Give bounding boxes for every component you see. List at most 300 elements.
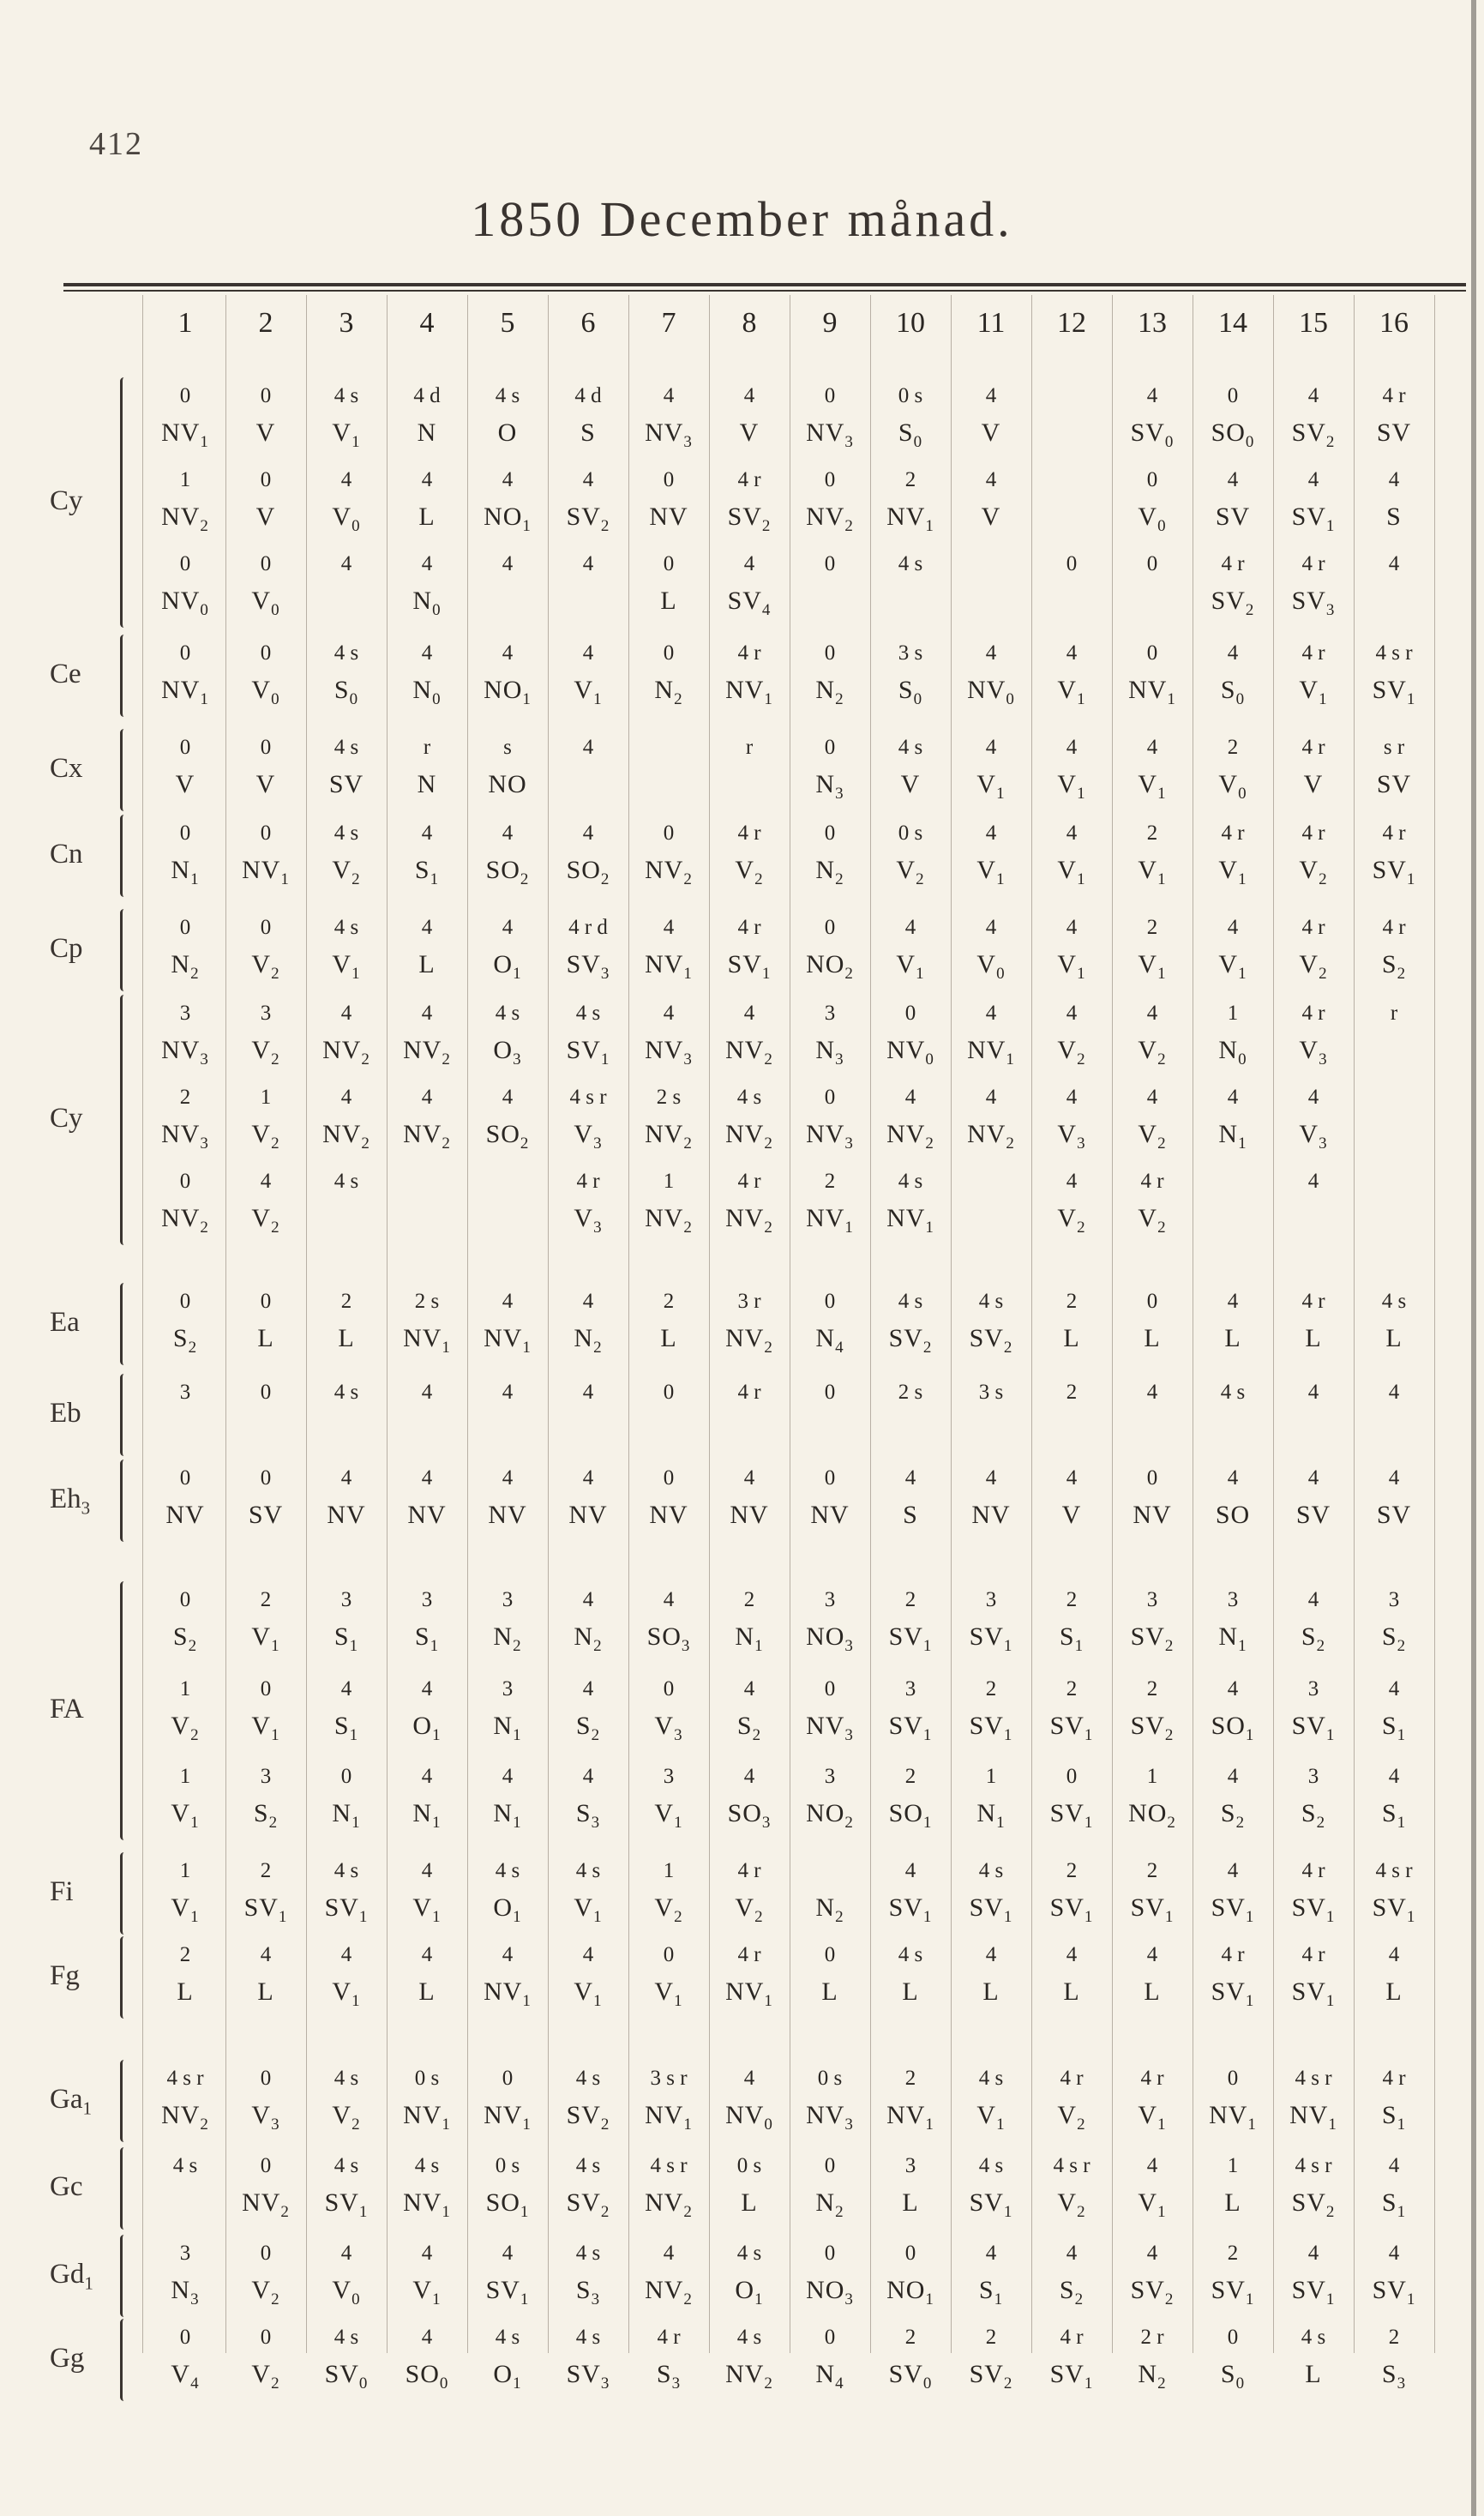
wind-direction: $N_4$ <box>815 2360 844 2393</box>
wind-direction: $SV_1$ <box>1049 1799 1094 1832</box>
group-brace <box>120 1283 128 1365</box>
wind-direction: $SV_1$ <box>1211 1977 1255 2010</box>
cloud-amount: 0 <box>1066 1765 1078 1788</box>
wind-direction: NV <box>730 1501 769 1529</box>
cloud-amount: 0 <box>1146 1290 1158 1313</box>
cloud-amount: 4 s <box>333 916 359 939</box>
wind-direction: $SO_0$ <box>1211 418 1255 451</box>
cloud-amount: 2 <box>1066 1381 1078 1404</box>
cloud-amount: 4 s <box>495 1859 520 1882</box>
wind-direction: $NV_1$ <box>725 1977 773 2010</box>
cloud-amount: 4 <box>1066 641 1078 665</box>
cloud-amount: 0 <box>260 384 272 407</box>
cloud-amount: 4 <box>1146 1943 1158 1966</box>
wind-direction: $NV_0$ <box>886 1036 934 1068</box>
wind-direction: $V_3$ <box>1057 1120 1086 1153</box>
wind-direction: $SV_1$ <box>727 950 772 983</box>
wind-direction: $V_2$ <box>1299 856 1328 888</box>
cloud-amount: 4 <box>582 552 594 575</box>
wind-direction: $V_2$ <box>896 856 925 888</box>
day-header: 6 <box>580 307 596 339</box>
wind-direction: $S_1$ <box>1381 1712 1407 1744</box>
cloud-amount: 4 s <box>495 2326 520 2349</box>
wind-direction: $S_1$ <box>1381 1799 1407 1832</box>
wind-direction: $V_1$ <box>574 1893 603 1926</box>
cloud-amount: 3 <box>502 1588 514 1611</box>
wind-direction: V <box>1303 770 1324 798</box>
wind-direction: L <box>821 1977 838 2006</box>
cloud-amount: 2 s <box>414 1290 440 1313</box>
cloud-amount: 3 s r <box>650 2067 688 2090</box>
wind-direction: $NV_3$ <box>806 1712 854 1744</box>
cloud-amount: 3 <box>1227 1588 1239 1611</box>
cloud-amount: 0 <box>260 2326 272 2349</box>
wind-direction: $NV_1$ <box>886 503 934 535</box>
wind-direction: $SV_2$ <box>1211 587 1255 619</box>
wind-direction: $SV_1$ <box>243 1893 288 1926</box>
cloud-amount: 4 r <box>1301 641 1325 665</box>
group-brace <box>120 2319 128 2401</box>
cloud-amount: 0 s <box>414 2067 440 2090</box>
wind-direction: $V_2$ <box>1057 2101 1086 2134</box>
cloud-amount: 4 s <box>1220 1381 1246 1404</box>
wind-direction: $S_1$ <box>1381 2188 1407 2221</box>
wind-direction: $O_1$ <box>493 2360 522 2393</box>
wind-direction: S <box>903 1501 918 1529</box>
cloud-amount: 1 <box>179 1677 191 1700</box>
cloud-amount: 4 <box>421 552 433 575</box>
day-header: 14 <box>1218 307 1247 339</box>
wind-direction: $V_1$ <box>332 950 361 983</box>
cloud-amount: 2 <box>904 468 916 491</box>
cloud-amount: 0 <box>824 2154 836 2177</box>
cloud-amount: 0 <box>179 1170 191 1193</box>
group-label: $Eh_3$ <box>50 1484 91 1519</box>
cloud-amount: 4 <box>502 2242 514 2265</box>
cloud-amount: 4 <box>502 1086 514 1109</box>
cloud-amount: 4 s <box>575 2242 601 2265</box>
day-header: 9 <box>822 307 838 339</box>
wind-direction: L <box>418 1977 436 2006</box>
wind-direction: $V_3$ <box>251 2101 280 2134</box>
wind-direction: $V_1$ <box>1138 950 1167 983</box>
wind-direction: $V_2$ <box>251 1204 280 1237</box>
cloud-amount: 0 <box>1146 552 1158 575</box>
wind-direction: $SV_1$ <box>1291 503 1336 535</box>
wind-direction: $V_1$ <box>332 1977 361 2010</box>
wind-direction: $SO_2$ <box>566 856 610 888</box>
wind-direction: $NV_2$ <box>725 1204 773 1237</box>
wind-direction: $NO_2$ <box>806 1799 854 1832</box>
day-header: 3 <box>339 307 354 339</box>
cloud-amount: 4 <box>985 384 997 407</box>
wind-direction: $NV_2$ <box>645 1120 693 1153</box>
cloud-amount: 2 <box>1066 1677 1078 1700</box>
wind-direction: $V_1$ <box>976 856 1006 888</box>
cloud-amount: 4 <box>1307 1466 1319 1490</box>
wind-direction: $SV_3$ <box>566 2360 610 2393</box>
wind-direction: $NV_2$ <box>645 856 693 888</box>
cloud-amount: 4 <box>582 1943 594 1966</box>
cloud-amount: 2 <box>1066 1859 1078 1882</box>
wind-direction: $V_3$ <box>654 1712 683 1744</box>
wind-direction: $N_0$ <box>412 676 442 708</box>
cloud-amount: 4 <box>985 1002 997 1025</box>
cloud-amount: 4 r <box>737 641 761 665</box>
wind-direction: $V_2$ <box>1138 1036 1167 1068</box>
cloud-amount: 4 <box>1227 1765 1239 1788</box>
wind-direction: $NV_2$ <box>322 1036 370 1068</box>
cloud-amount: 2 <box>904 1765 916 1788</box>
wind-direction: $N_2$ <box>1138 2360 1167 2393</box>
wind-direction: $O_1$ <box>735 2276 764 2308</box>
wind-direction: $V_0$ <box>332 2276 361 2308</box>
wind-direction: $NO_3$ <box>806 1622 854 1655</box>
cloud-amount: 4 <box>1227 1466 1239 1490</box>
wind-direction: $O_3$ <box>493 1036 522 1068</box>
cloud-amount: 4 r <box>1301 1943 1325 1966</box>
cloud-amount: 0 <box>502 2067 514 2090</box>
cloud-amount: 4 <box>421 1466 433 1490</box>
wind-direction: V <box>1061 1501 1082 1529</box>
wind-direction: $V_1$ <box>574 676 603 708</box>
wind-direction: $NO_3$ <box>806 2276 854 2308</box>
cloud-amount: 4 r <box>737 1381 761 1404</box>
wind-direction: $SV_2$ <box>888 1324 933 1357</box>
cloud-amount: 0 <box>260 736 272 759</box>
wind-direction: $NO_1$ <box>886 2276 934 2308</box>
wind-direction: $NV_2$ <box>645 1204 693 1237</box>
group-label: Eb <box>50 1398 81 1429</box>
wind-direction: $SV_1$ <box>888 1712 933 1744</box>
cloud-amount: 4 <box>421 1002 433 1025</box>
group-brace <box>120 377 128 628</box>
cloud-amount: 4 s <box>1381 1290 1407 1313</box>
cloud-amount: 2 r <box>1140 2326 1164 2349</box>
wind-direction: $V_1$ <box>1057 950 1086 983</box>
cloud-amount: 2 <box>743 1588 755 1611</box>
wind-direction: $V_1$ <box>1057 856 1086 888</box>
cloud-amount: 2 s <box>656 1086 682 1109</box>
cloud-amount: 4 <box>1388 1381 1400 1404</box>
wind-direction: $NV_1$ <box>1289 2101 1337 2134</box>
cloud-amount: 3 <box>179 1002 191 1025</box>
wind-direction: $SV_3$ <box>1291 587 1336 619</box>
cloud-amount: 4 <box>1388 2242 1400 2265</box>
cloud-amount: 0 <box>663 1677 675 1700</box>
wind-direction: NO <box>488 770 527 798</box>
cloud-amount: 4 <box>421 641 433 665</box>
wind-direction: NV <box>971 1501 1011 1529</box>
cloud-amount: 3 <box>1307 1677 1319 1700</box>
wind-direction: $V_1$ <box>654 1799 683 1832</box>
wind-direction: $NV_1$ <box>806 1204 854 1237</box>
cloud-amount: 4 <box>582 1290 594 1313</box>
cloud-amount: 0 <box>179 641 191 665</box>
cloud-amount: 0 <box>663 552 675 575</box>
cloud-amount: 4 <box>582 641 594 665</box>
cloud-amount: 0 <box>340 1765 352 1788</box>
group-brace <box>120 729 128 811</box>
cloud-amount: 3 s <box>978 1381 1004 1404</box>
group-label: Cy <box>50 1103 83 1134</box>
wind-direction: $V_0$ <box>1218 770 1247 803</box>
cloud-amount: 4 <box>260 1170 272 1193</box>
wind-direction: $N_3$ <box>815 1036 844 1068</box>
wind-direction: $S_2$ <box>1301 1799 1326 1832</box>
cloud-amount: 2 <box>260 1588 272 1611</box>
header-rule <box>63 283 1466 286</box>
group-brace <box>120 815 128 897</box>
wind-direction: $NV_0$ <box>725 2101 773 2134</box>
cloud-amount: 4 <box>421 1765 433 1788</box>
group-brace <box>120 909 128 991</box>
cloud-amount: 4 <box>502 1290 514 1313</box>
wind-direction: $V_1$ <box>896 950 925 983</box>
wind-direction: $S_1$ <box>414 1622 440 1655</box>
cloud-amount: 1 <box>985 1765 997 1788</box>
wind-direction: $SO_3$ <box>727 1799 772 1832</box>
cloud-amount: 4 s <box>978 2154 1004 2177</box>
wind-direction: $NV_2$ <box>725 1324 773 1357</box>
wind-direction: $V_1$ <box>1138 770 1167 803</box>
cloud-amount: 4 <box>421 1943 433 1966</box>
wind-direction: $NV_3$ <box>806 418 854 451</box>
cloud-amount: 4 <box>904 916 916 939</box>
cloud-amount: 4 <box>1066 1466 1078 1490</box>
cloud-amount: 4 s r <box>1375 641 1413 665</box>
wind-direction: $SO_3$ <box>646 1622 691 1655</box>
cloud-amount: 0 <box>179 552 191 575</box>
wind-direction: SV <box>1295 1501 1331 1529</box>
wind-direction: $SV_2$ <box>566 503 610 535</box>
cloud-amount: 1 <box>179 1859 191 1882</box>
cloud-amount: 4 <box>502 916 514 939</box>
cloud-amount: 0 <box>663 641 675 665</box>
cloud-amount: 4 s r <box>1053 2154 1090 2177</box>
cloud-amount: 4 s <box>898 1170 923 1193</box>
wind-direction: $N_0$ <box>412 587 442 619</box>
cloud-amount: 4 <box>421 2242 433 2265</box>
cloud-amount: 1 <box>179 1765 191 1788</box>
cloud-amount: 4 <box>1066 916 1078 939</box>
wind-direction: L <box>1063 1977 1080 2006</box>
wind-direction: $SV_1$ <box>1372 676 1416 708</box>
wind-direction: V <box>981 418 1001 447</box>
cloud-amount: 4 <box>1227 641 1239 665</box>
cloud-amount: 4 s r <box>166 2067 204 2090</box>
cloud-amount: 1 <box>1227 1002 1239 1025</box>
wind-direction: L <box>1144 1324 1161 1352</box>
day-header: 4 <box>419 307 435 339</box>
cloud-amount: 4 <box>502 1381 514 1404</box>
wind-direction: NV <box>165 1501 205 1529</box>
cloud-amount: 2 <box>985 1677 997 1700</box>
wind-direction: $V_0$ <box>251 676 280 708</box>
cloud-amount: 4 <box>1307 2242 1319 2265</box>
cloud-amount: 4 r <box>737 1859 761 1882</box>
wind-direction: V <box>900 770 921 798</box>
cloud-amount: 4 s <box>414 2154 440 2177</box>
wind-direction: $S_1$ <box>333 1712 359 1744</box>
cloud-amount: 4 <box>663 916 675 939</box>
wind-direction: $NV_1$ <box>403 1324 451 1357</box>
wind-direction: $SV_2$ <box>566 2101 610 2134</box>
cloud-amount: 4 <box>582 1677 594 1700</box>
wind-direction: L <box>1144 1977 1161 2006</box>
cloud-amount: 4 <box>1307 1381 1319 1404</box>
cloud-amount: 2 <box>1227 736 1239 759</box>
cloud-amount: 4 <box>1388 552 1400 575</box>
cloud-amount: 4 <box>985 916 997 939</box>
cloud-amount: 4 <box>985 641 997 665</box>
cloud-amount: 0 <box>179 384 191 407</box>
cloud-amount: 0 <box>663 822 675 845</box>
wind-direction: $NV_3$ <box>806 1120 854 1153</box>
wind-direction: $NV_2$ <box>886 1120 934 1153</box>
cloud-amount: 4 r <box>737 468 761 491</box>
wind-direction: $S_3$ <box>1381 2360 1407 2393</box>
cloud-amount: 4 <box>421 468 433 491</box>
wind-direction: $NV_1$ <box>886 1204 934 1237</box>
cloud-amount: 4 <box>1066 822 1078 845</box>
cloud-amount: 4 r <box>1301 1859 1325 1882</box>
wind-direction: $V_3$ <box>1299 1036 1328 1068</box>
cloud-amount: 4 <box>582 468 594 491</box>
wind-direction: $NV_2$ <box>645 2276 693 2308</box>
wind-direction: NV <box>1133 1501 1172 1529</box>
wind-direction: $NV_2$ <box>322 1120 370 1153</box>
cloud-amount: 4 <box>904 1859 916 1882</box>
cloud-amount: 4 s <box>978 2067 1004 2090</box>
cloud-amount: 4 <box>904 1466 916 1490</box>
cloud-amount: 4 r <box>1140 2067 1164 2090</box>
cloud-amount: 4 <box>582 1588 594 1611</box>
wind-direction: $V_1$ <box>574 1977 603 2010</box>
cloud-amount: 3 <box>179 1381 191 1404</box>
wind-direction: $NV_2$ <box>806 503 854 535</box>
wind-direction: $O_1$ <box>412 1712 442 1744</box>
cloud-amount: 4 s <box>333 1170 359 1193</box>
cloud-amount: 4 r d <box>568 916 608 939</box>
wind-direction: $V_2$ <box>251 1036 280 1068</box>
cloud-amount: 0 <box>663 1381 675 1404</box>
cloud-amount: s r <box>1383 736 1405 759</box>
day-header: 11 <box>976 307 1006 339</box>
cloud-amount: 4 r <box>1301 1002 1325 1025</box>
cloud-amount: 0 <box>1227 2326 1239 2349</box>
cloud-amount: 4 s <box>736 1086 762 1109</box>
wind-direction: $SV_0$ <box>324 2360 369 2393</box>
wind-direction: $NV_1$ <box>403 2101 451 2134</box>
wind-direction: $N_2$ <box>574 1622 603 1655</box>
cloud-amount: 4 <box>340 1086 352 1109</box>
cloud-amount: 3 <box>1307 1765 1319 1788</box>
cloud-amount: 0 s <box>495 2154 520 2177</box>
cloud-amount: 0 <box>663 468 675 491</box>
cloud-amount: 3 <box>824 1765 836 1788</box>
cloud-amount: 4 s <box>736 2326 762 2349</box>
wind-direction: $V_1$ <box>1057 770 1086 803</box>
wind-direction: $SV_1$ <box>888 1893 933 1926</box>
wind-direction: $SV_1$ <box>1211 2276 1255 2308</box>
cloud-amount: 4 <box>1388 2154 1400 2177</box>
wind-direction: $N_1$ <box>735 1622 764 1655</box>
wind-direction: L <box>660 1324 677 1352</box>
cloud-amount: 4 <box>1307 1086 1319 1109</box>
wind-direction: $V_2$ <box>1057 2188 1086 2221</box>
wind-direction: $SV_1$ <box>1291 2276 1336 2308</box>
column-divider <box>142 295 143 2353</box>
wind-direction: $NV_2$ <box>645 2188 693 2221</box>
cloud-amount: 0 <box>663 1943 675 1966</box>
cloud-amount: 4 s <box>333 1859 359 1882</box>
wind-direction: $S_1$ <box>1059 1622 1084 1655</box>
cloud-amount: 3 <box>824 1002 836 1025</box>
wind-direction: L <box>1305 2360 1322 2388</box>
wind-direction: $NV_3$ <box>645 418 693 451</box>
cloud-amount: 4 <box>421 2326 433 2349</box>
group-label: Cp <box>50 933 83 964</box>
cloud-amount: 0 <box>824 384 836 407</box>
wind-direction: $S_0$ <box>1220 676 1246 708</box>
cloud-amount: 4 r <box>1301 736 1325 759</box>
cloud-amount: 0 s <box>898 384 923 407</box>
wind-direction: $S_2$ <box>253 1799 279 1832</box>
wind-direction: $V_2$ <box>251 950 280 983</box>
cloud-amount: 2 <box>985 2326 997 2349</box>
cloud-amount: 4 <box>1307 468 1319 491</box>
wind-direction: $V_3$ <box>574 1204 603 1237</box>
cloud-amount: 4 <box>1066 1086 1078 1109</box>
wind-direction: $SV_1$ <box>566 1036 610 1068</box>
wind-direction: $V_2$ <box>332 856 361 888</box>
cloud-amount: 4 <box>340 1677 352 1700</box>
wind-direction: $NV_3$ <box>161 1120 209 1153</box>
wind-direction: $N_1$ <box>976 1799 1006 1832</box>
cloud-amount: 4 <box>1388 1943 1400 1966</box>
cloud-amount: 3 <box>421 1588 433 1611</box>
wind-direction: L <box>418 503 436 531</box>
wind-direction: $N_3$ <box>815 770 844 803</box>
cloud-amount: 4 s <box>495 1002 520 1025</box>
cloud-amount: 4 <box>1227 1677 1239 1700</box>
cloud-amount: 0 <box>179 736 191 759</box>
group-label: $Gd_1$ <box>50 2259 93 2294</box>
wind-direction: $S_0$ <box>1220 2360 1246 2393</box>
cloud-amount: 4 <box>743 1765 755 1788</box>
wind-direction: $V_2$ <box>735 856 764 888</box>
wind-direction: L <box>741 2188 758 2217</box>
wind-direction: $V_2$ <box>1057 1036 1086 1068</box>
wind-direction: $S_1$ <box>333 1622 359 1655</box>
cloud-amount: 0 <box>260 1677 272 1700</box>
cloud-amount: 4 <box>1307 1588 1319 1611</box>
cloud-amount: 0 <box>179 2326 191 2349</box>
wind-direction: L <box>257 1977 274 2006</box>
cloud-amount: 2 <box>340 1290 352 1313</box>
cloud-amount: 4 <box>985 1943 997 1966</box>
wind-direction: SV <box>1376 418 1412 447</box>
cloud-amount: 4 s <box>978 1290 1004 1313</box>
wind-direction: $NV_3$ <box>806 2101 854 2134</box>
wind-direction: SV <box>1215 503 1251 531</box>
group-brace <box>120 2060 128 2142</box>
group-brace <box>120 1374 128 1456</box>
group-label: Gc <box>50 2171 83 2202</box>
cloud-amount: 4 s <box>333 384 359 407</box>
cloud-amount: 0 <box>824 1086 836 1109</box>
